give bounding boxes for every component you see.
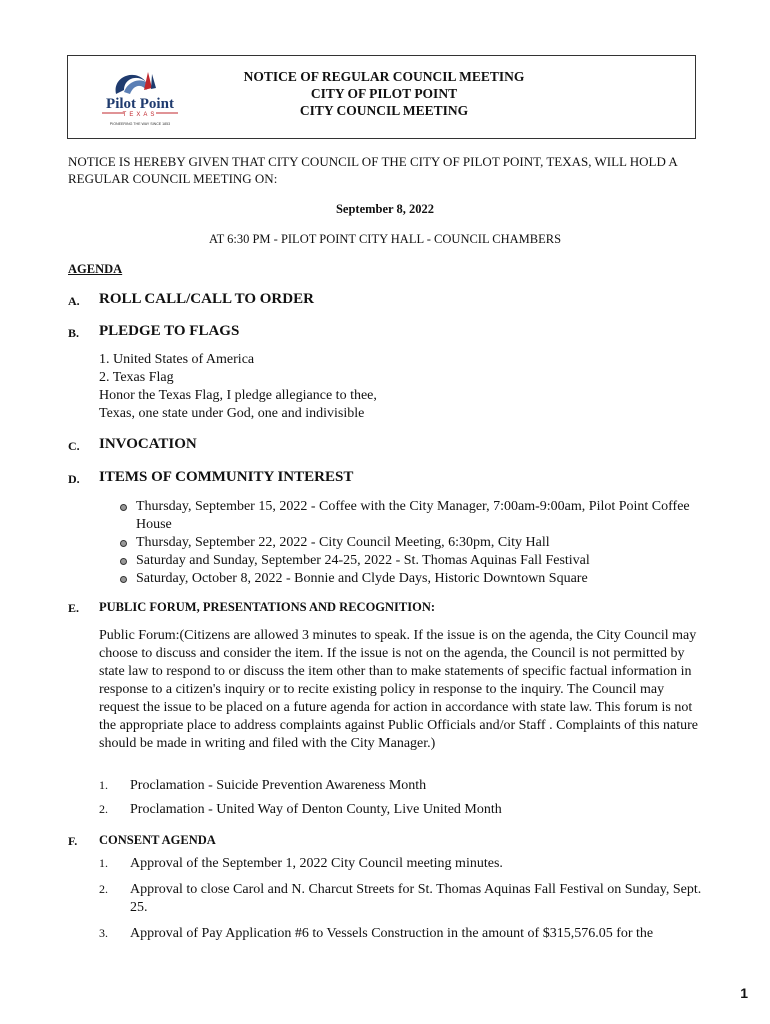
- pledge-line: Honor the Texas Flag, I pledge allegiance to thee,: [99, 388, 377, 403]
- section-b-title: PLEDGE TO FLAGS: [99, 323, 240, 339]
- meeting-time-location: AT 6:30 PM - PILOT POINT CITY HALL - COUNCIL CHAMBERS: [208, 232, 562, 246]
- section-f-title: CONSENT AGENDA: [99, 833, 216, 847]
- list-item: Thursday, September 22, 2022 - City Council Meeting, 6:30pm, City Hall: [118, 534, 708, 552]
- pledge-line: Texas, one state under God, one and indivisible: [99, 406, 365, 421]
- meeting-date: September 8, 2022: [335, 202, 435, 216]
- agenda-item: Proclamation - United Way of Denton County, Live United Month: [130, 802, 502, 817]
- section-a-title: ROLL CALL/CALL TO ORDER: [99, 291, 314, 307]
- logo-sub-text: TEXAS: [122, 112, 158, 118]
- section-c-letter: C.: [68, 439, 80, 453]
- section-b-letter: B.: [68, 326, 80, 340]
- header-title-line-1: NOTICE OF REGULAR COUNCIL MEETING: [243, 69, 525, 84]
- agenda-item: Proclamation - Suicide Prevention Awareness Month: [130, 778, 427, 793]
- community-interest-list: [118, 498, 708, 588]
- header-title-line-2: CITY OF PILOT POINT: [310, 86, 458, 101]
- list-item: Saturday and Sunday, September 24-25, 2022 - St. Thomas Aquinas Fall Festival: [118, 552, 708, 570]
- section-a-letter: A.: [68, 294, 80, 308]
- pilot-point-logo: [94, 64, 186, 134]
- agenda-item: Approval of the September 1, 2022 City Council meeting minutes.: [130, 856, 503, 871]
- header-title-line-3: CITY COUNCIL MEETING: [299, 103, 469, 118]
- header-title: [208, 68, 560, 119]
- section-e-title: PUBLIC FORUM, PRESENTATIONS AND RECOGNITION:: [99, 600, 436, 614]
- page-number: 1: [740, 985, 748, 1001]
- logo-graphic: [94, 64, 186, 134]
- item-number: 1.: [99, 778, 108, 792]
- agenda-item: Approval of Pay Application #6 to Vessels Construction in the amount of $315,576.05 for the: [130, 926, 654, 941]
- section-e-letter: E.: [68, 601, 80, 615]
- agenda-item: Approval to close Carol and N. Charcut Streets for St. Thomas Aquinas Fall Festival on Sunday, Sept. 25.: [130, 882, 702, 915]
- agenda-heading: AGENDA: [68, 262, 123, 276]
- logo-brand-text: Pilot Point: [106, 96, 174, 112]
- pledge-line: 2. Texas Flag: [99, 370, 174, 385]
- item-number: 2.: [99, 802, 108, 816]
- list-item: Saturday, October 8, 2022 - Bonnie and Clyde Days, Historic Downtown Square: [118, 570, 708, 588]
- section-c-title: INVOCATION: [99, 436, 197, 452]
- notice-text: NOTICE IS HEREBY GIVEN THAT CITY COUNCIL OF THE CITY OF PILOT POINT, TEXAS, WILL HOLD A REGULAR COUNCIL MEETING ON:: [68, 154, 678, 186]
- logo-tagline: PIONEERING THE WAY SINCE 1853: [109, 122, 171, 126]
- section-d-letter: D.: [68, 472, 80, 486]
- public-forum-text: Public Forum:(Citizens are allowed 3 minutes to speak. If the issue is on the agenda, the City Council may choose to discuss and consider the item. If the issue is not on the agenda, the Council is not permitted by state law to respond to or discuss the item other than to make statements of specific factual information in response to a citizen's inquiry or to recite existing policy in response to the inquiry. The Council may request the issue to be placed on a future agenda for action in accordance with state law. This forum is not the appropriate place to address complaints against Public Officials and/or Staff . Complaints of this nature should be made in writing and filed with the City Manager.): [99, 628, 699, 751]
- pledge-line: 1. United States of America: [99, 352, 255, 367]
- section-f-letter: F.: [68, 834, 78, 848]
- pledge-lines: [99, 351, 377, 423]
- list-item: Thursday, September 15, 2022 - Coffee with the City Manager, 7:00am-9:00am, Pilot Point Coffee House: [118, 498, 708, 534]
- header-box: [67, 55, 696, 139]
- item-number: 2.: [99, 882, 108, 896]
- item-number: 1.: [99, 856, 108, 870]
- section-d-title: ITEMS OF COMMUNITY INTEREST: [99, 469, 354, 485]
- item-number: 3.: [99, 926, 108, 940]
